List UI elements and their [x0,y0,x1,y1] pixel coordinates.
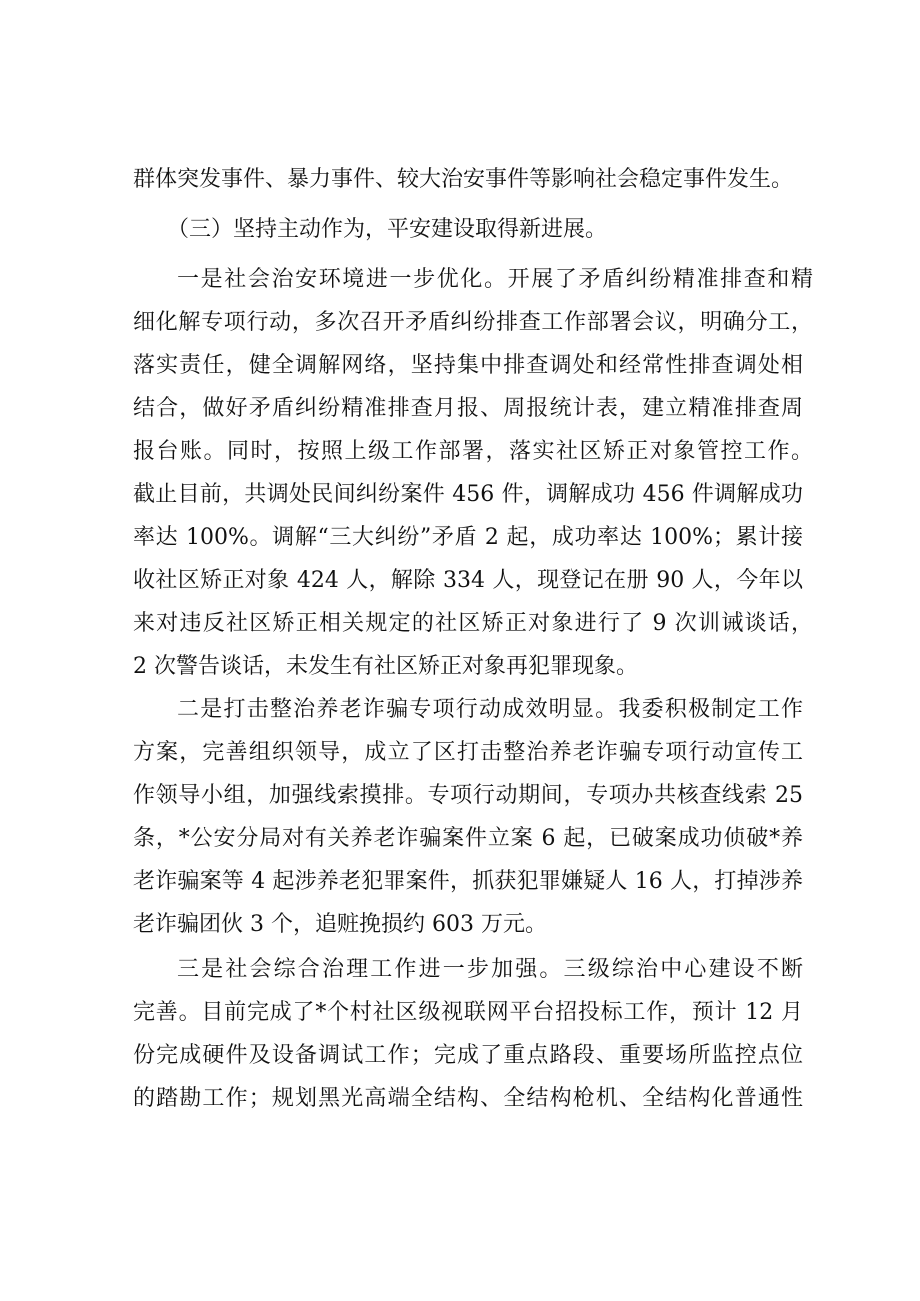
text-line: 老诈骗案等 4 起涉养老犯罪案件，抓获犯罪嫌疑人 16 人，打掉涉养 [133,869,803,894]
text-line: 群体突发事件、暴力事件、较大治安事件等影响社会稳定事件发生。 [133,167,794,192]
section-heading [133,213,813,247]
text-line: 截止目前，共调处民间纠纷案件 456 件，调解成功 456 件调解成功 [133,482,803,507]
text-line: 收社区矫正对象 424 人，解除 334 人，现登记在册 90 人，今年以 [133,568,803,593]
text-line: 份完成硬件及设备调试工作；完成了重点路段、重要场所监控点位 [133,1043,803,1068]
text-line: 落实责任，健全调解网络，坚持集中排查调处和经常性排查调处相 [133,353,803,378]
text-line: 报台账。同时，按照上级工作部署，落实社区矫正对象管控工作。 [133,439,813,464]
text-line: 二是打击整治养老诈骗专项行动成效明显。我委积极制定工作 [177,697,803,722]
text-line: 作领导小组，加强线索摸排。专项行动期间，专项办共核查线索 25 [133,783,803,808]
text-line: 条，*公安分局对有关养老诈骗案件立案 6 起，已破案成功侦破*养 [133,826,803,851]
text-line: 率达 100%。调解“三大纠纷”矛盾 2 起，成功率达 100%；累计接 [133,525,803,550]
text-line: 来对违反社区矫正相关规定的社区矫正对象进行了 9 次训诫谈话， [133,611,813,636]
text-line: 的踏勘工作；规划黑光高端全结构、全结构枪机、全结构化普通性 [133,1086,803,1111]
paragraph-public-security [133,263,813,684]
paragraph-comprehensive-governance [133,953,813,1116]
text-line: 方案，完善组织领导，成立了区打击整治养老诈骗专项行动宣传工 [133,740,803,765]
text-line: 三是社会综合治理工作进一步加强。三级综治中心建设不断 [177,957,803,982]
text-line: 完善。目前完成了*个村社区级视联网平台招投标工作，预计 12 月 [133,1000,803,1025]
paragraph-continuation [133,163,813,197]
text-line: 一是社会治安环境进一步优化。开展了矛盾纠纷精准排查和精 [177,267,813,292]
text-line: 细化解专项行动，多次召开矛盾纠纷排查工作部署会议，明确分工， [133,310,813,335]
text-line: 结合，做好矛盾纠纷精准排查月报、周报统计表，建立精准排查周 [133,396,803,421]
heading-line: （三）坚持主动作为，平安建设取得新进展。 [167,217,608,242]
text-line: 老诈骗团伙 3 个，追赃挽损约 603 万元。 [133,912,547,937]
paragraph-elderly-fraud [133,693,813,942]
text-line: 2 次警告谈话，未发生有社区矫正对象再犯罪现象。 [133,654,638,679]
